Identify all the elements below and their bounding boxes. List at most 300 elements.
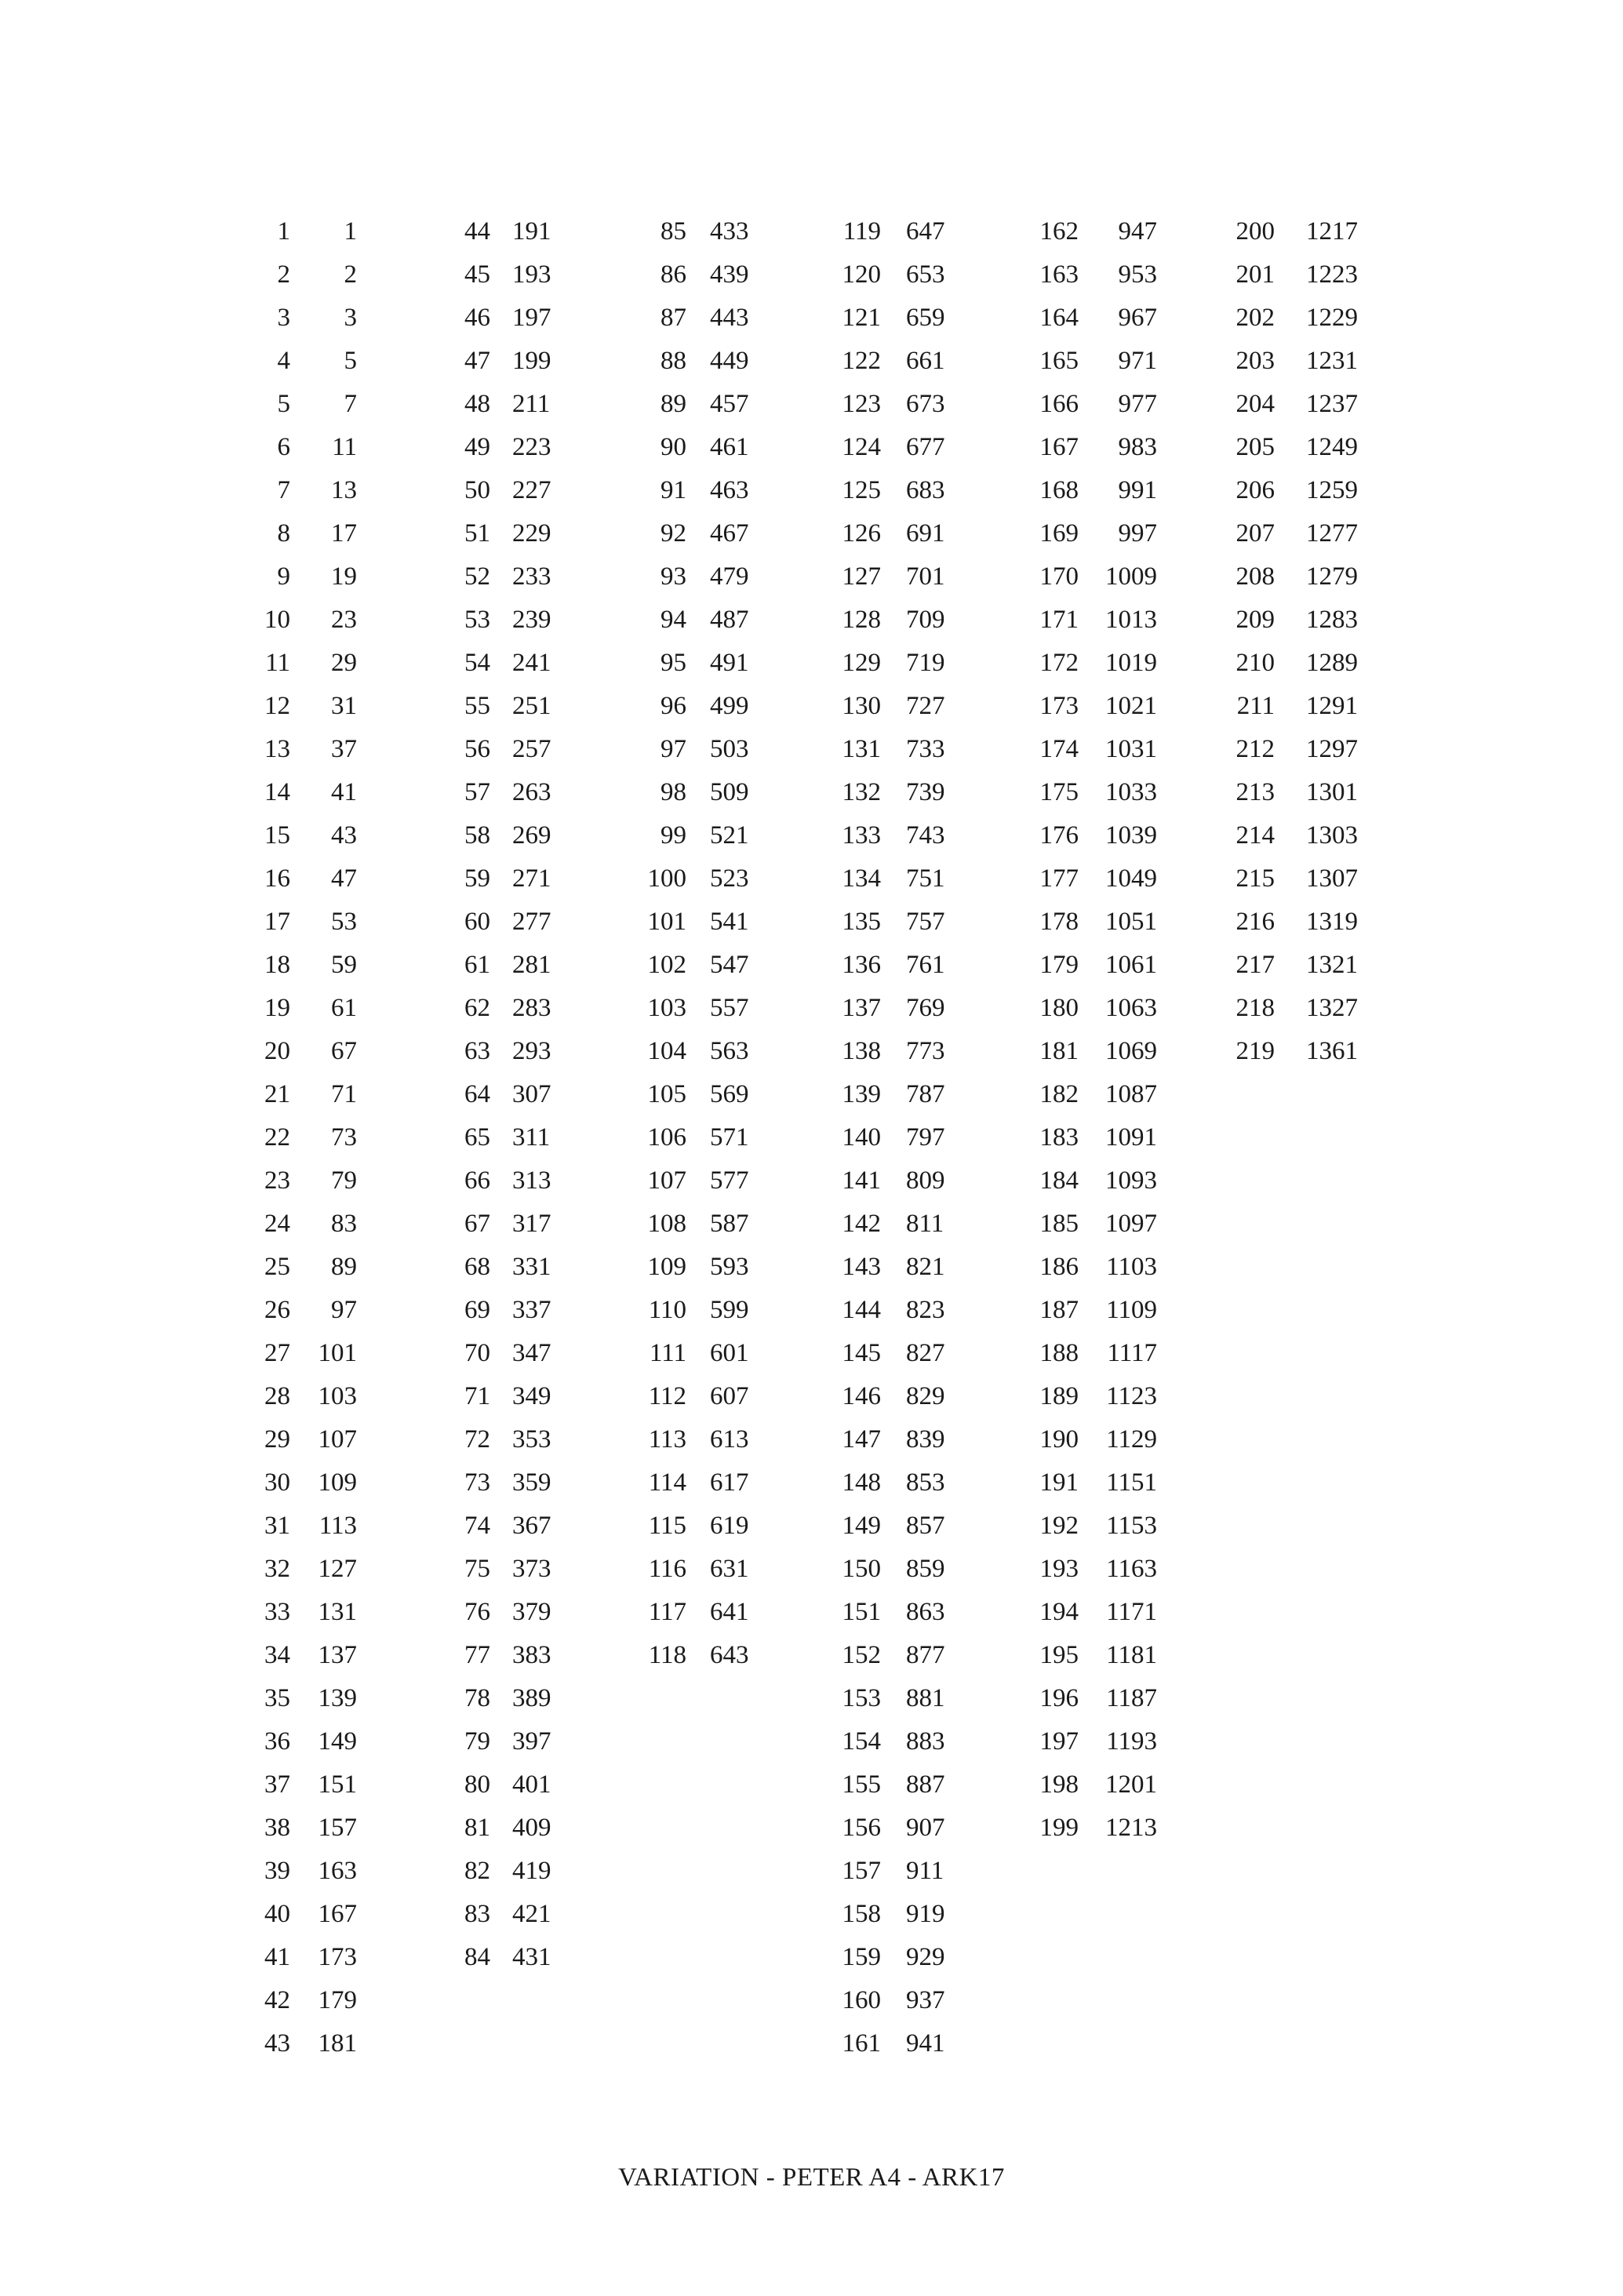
row-value: 461 bbox=[710, 433, 749, 461]
row-value: 479 bbox=[710, 562, 749, 591]
row-value: 373 bbox=[512, 1555, 551, 1583]
row-index: 131 bbox=[842, 735, 881, 763]
row-value: 23 bbox=[331, 606, 357, 634]
row-index: 189 bbox=[1039, 1382, 1079, 1410]
row-index: 171 bbox=[1039, 606, 1079, 634]
row-value: 1259 bbox=[1306, 476, 1358, 504]
row-value: 41 bbox=[331, 778, 357, 806]
row-value: 307 bbox=[512, 1080, 551, 1108]
row-value: 829 bbox=[906, 1382, 945, 1410]
row-value: 113 bbox=[318, 1512, 357, 1540]
row-value: 647 bbox=[906, 217, 945, 246]
row-index: 124 bbox=[842, 433, 881, 461]
row-index: 10 bbox=[264, 606, 290, 634]
row-value: 283 bbox=[512, 994, 551, 1022]
row-index: 153 bbox=[842, 1684, 881, 1712]
row-index: 68 bbox=[464, 1253, 490, 1281]
row-index: 44 bbox=[464, 217, 490, 246]
row-index: 15 bbox=[264, 821, 290, 850]
row-index: 53 bbox=[464, 606, 490, 634]
row-index: 38 bbox=[264, 1814, 290, 1842]
row-index: 206 bbox=[1235, 476, 1275, 504]
row-value: 59 bbox=[331, 951, 357, 979]
row-index: 6 bbox=[277, 433, 290, 461]
row-value: 631 bbox=[710, 1555, 749, 1583]
row-index: 167 bbox=[1039, 433, 1079, 461]
row-index: 40 bbox=[264, 1900, 290, 1928]
row-index: 182 bbox=[1039, 1080, 1079, 1108]
row-value: 1039 bbox=[1105, 821, 1157, 850]
row-index: 114 bbox=[648, 1468, 686, 1497]
row-index: 215 bbox=[1235, 864, 1275, 893]
row-index: 115 bbox=[648, 1512, 686, 1540]
row-index: 132 bbox=[842, 778, 881, 806]
row-value: 419 bbox=[512, 1857, 551, 1885]
row-index: 134 bbox=[842, 864, 881, 893]
row-index: 133 bbox=[842, 821, 881, 850]
row-value: 199 bbox=[512, 347, 551, 375]
row-value: 757 bbox=[906, 908, 945, 936]
row-value: 1123 bbox=[1106, 1382, 1157, 1410]
row-value: 977 bbox=[1118, 390, 1157, 418]
row-index: 25 bbox=[264, 1253, 290, 1281]
row-index: 173 bbox=[1039, 692, 1079, 720]
row-value: 1361 bbox=[1306, 1037, 1358, 1065]
row-value: 487 bbox=[710, 606, 749, 634]
row-value: 571 bbox=[710, 1123, 749, 1152]
row-index: 45 bbox=[464, 260, 490, 289]
row-value: 733 bbox=[906, 735, 945, 763]
row-index: 99 bbox=[660, 821, 686, 850]
row-index: 210 bbox=[1235, 649, 1275, 677]
row-value: 421 bbox=[512, 1900, 551, 1928]
row-value: 317 bbox=[512, 1210, 551, 1238]
row-value: 983 bbox=[1118, 433, 1157, 461]
row-index: 55 bbox=[464, 692, 490, 720]
row-value: 2 bbox=[344, 260, 357, 289]
row-index: 41 bbox=[264, 1943, 290, 1971]
row-index: 162 bbox=[1039, 217, 1079, 246]
row-value: 5 bbox=[344, 347, 357, 375]
row-value: 157 bbox=[318, 1814, 357, 1842]
row-index: 27 bbox=[264, 1339, 290, 1367]
row-index: 169 bbox=[1039, 519, 1079, 548]
row-value: 103 bbox=[318, 1382, 357, 1410]
row-index: 183 bbox=[1039, 1123, 1079, 1152]
row-index: 101 bbox=[647, 908, 686, 936]
row-index: 1 bbox=[277, 217, 290, 246]
row-index: 150 bbox=[842, 1555, 881, 1583]
row-value: 1289 bbox=[1306, 649, 1358, 677]
row-index: 35 bbox=[264, 1684, 290, 1712]
row-value: 233 bbox=[512, 562, 551, 591]
row-value: 349 bbox=[512, 1382, 551, 1410]
row-index: 67 bbox=[464, 1210, 490, 1238]
row-index: 12 bbox=[264, 692, 290, 720]
row-index: 141 bbox=[842, 1166, 881, 1195]
row-index: 197 bbox=[1039, 1727, 1079, 1756]
row-index: 164 bbox=[1039, 304, 1079, 332]
row-value: 541 bbox=[710, 908, 749, 936]
row-index: 48 bbox=[464, 390, 490, 418]
row-value: 643 bbox=[710, 1641, 749, 1669]
row-index: 121 bbox=[842, 304, 881, 332]
row-index: 104 bbox=[647, 1037, 686, 1065]
row-value: 1283 bbox=[1306, 606, 1358, 634]
row-index: 190 bbox=[1039, 1425, 1079, 1454]
row-index: 192 bbox=[1039, 1512, 1079, 1540]
row-index: 127 bbox=[842, 562, 881, 591]
row-index: 26 bbox=[264, 1296, 290, 1324]
row-index: 199 bbox=[1039, 1814, 1079, 1842]
row-value: 1303 bbox=[1306, 821, 1358, 850]
row-index: 39 bbox=[264, 1857, 290, 1885]
row-index: 19 bbox=[264, 994, 290, 1022]
row-index: 77 bbox=[464, 1641, 490, 1669]
row-index: 18 bbox=[264, 951, 290, 979]
row-value: 997 bbox=[1118, 519, 1157, 548]
row-index: 91 bbox=[660, 476, 686, 504]
row-value: 1217 bbox=[1306, 217, 1358, 246]
row-index: 33 bbox=[264, 1598, 290, 1626]
row-value: 1181 bbox=[1106, 1641, 1157, 1669]
row-value: 709 bbox=[906, 606, 945, 634]
row-index: 147 bbox=[842, 1425, 881, 1454]
row-value: 181 bbox=[318, 2029, 357, 2058]
row-index: 186 bbox=[1039, 1253, 1079, 1281]
row-index: 116 bbox=[648, 1555, 686, 1583]
row-value: 1103 bbox=[1106, 1253, 1157, 1281]
row-value: 1277 bbox=[1306, 519, 1358, 548]
row-index: 146 bbox=[842, 1382, 881, 1410]
row-value: 29 bbox=[331, 649, 357, 677]
row-index: 165 bbox=[1039, 347, 1079, 375]
row-value: 313 bbox=[512, 1166, 551, 1195]
row-value: 431 bbox=[512, 1943, 551, 1971]
row-index: 58 bbox=[464, 821, 490, 850]
row-index: 62 bbox=[464, 994, 490, 1022]
row-index: 110 bbox=[648, 1296, 686, 1324]
row-value: 1193 bbox=[1106, 1727, 1157, 1756]
row-value: 1231 bbox=[1306, 347, 1358, 375]
row-index: 78 bbox=[464, 1684, 490, 1712]
row-index: 109 bbox=[647, 1253, 686, 1281]
row-index: 65 bbox=[464, 1123, 490, 1152]
row-index: 57 bbox=[464, 778, 490, 806]
row-value: 773 bbox=[906, 1037, 945, 1065]
row-index: 111 bbox=[649, 1339, 686, 1367]
row-value: 379 bbox=[512, 1598, 551, 1626]
row-value: 331 bbox=[512, 1253, 551, 1281]
row-value: 701 bbox=[906, 562, 945, 591]
row-value: 613 bbox=[710, 1425, 749, 1454]
row-value: 523 bbox=[710, 864, 749, 893]
row-index: 179 bbox=[1039, 951, 1079, 979]
row-value: 653 bbox=[906, 260, 945, 289]
row-value: 853 bbox=[906, 1468, 945, 1497]
row-value: 211 bbox=[512, 390, 551, 418]
row-index: 5 bbox=[277, 390, 290, 418]
row-index: 117 bbox=[648, 1598, 686, 1626]
row-index: 219 bbox=[1235, 1037, 1275, 1065]
row-index: 14 bbox=[264, 778, 290, 806]
row-index: 24 bbox=[264, 1210, 290, 1238]
row-index: 88 bbox=[660, 347, 686, 375]
row-index: 166 bbox=[1039, 390, 1079, 418]
row-index: 85 bbox=[660, 217, 686, 246]
row-value: 617 bbox=[710, 1468, 749, 1497]
row-index: 136 bbox=[842, 951, 881, 979]
row-index: 178 bbox=[1039, 908, 1079, 936]
row-value: 563 bbox=[710, 1037, 749, 1065]
row-value: 1201 bbox=[1105, 1770, 1157, 1799]
row-value: 197 bbox=[512, 304, 551, 332]
row-value: 263 bbox=[512, 778, 551, 806]
row-value: 193 bbox=[512, 260, 551, 289]
row-value: 509 bbox=[710, 778, 749, 806]
row-index: 69 bbox=[464, 1296, 490, 1324]
row-value: 107 bbox=[318, 1425, 357, 1454]
row-index: 102 bbox=[647, 951, 686, 979]
row-value: 953 bbox=[1118, 260, 1157, 289]
row-value: 1069 bbox=[1105, 1037, 1157, 1065]
row-index: 211 bbox=[1236, 692, 1275, 720]
row-value: 433 bbox=[710, 217, 749, 246]
row-value: 809 bbox=[906, 1166, 945, 1195]
row-value: 149 bbox=[318, 1727, 357, 1756]
row-value: 1033 bbox=[1105, 778, 1157, 806]
row-index: 188 bbox=[1039, 1339, 1079, 1367]
row-index: 22 bbox=[264, 1123, 290, 1152]
row-index: 122 bbox=[842, 347, 881, 375]
row-value: 1223 bbox=[1306, 260, 1358, 289]
row-index: 170 bbox=[1039, 562, 1079, 591]
row-value: 229 bbox=[512, 519, 551, 548]
row-index: 142 bbox=[842, 1210, 881, 1238]
row-index: 82 bbox=[464, 1857, 490, 1885]
row-index: 4 bbox=[277, 347, 290, 375]
row-index: 143 bbox=[842, 1253, 881, 1281]
row-index: 75 bbox=[464, 1555, 490, 1583]
row-value: 797 bbox=[906, 1123, 945, 1152]
row-index: 51 bbox=[464, 519, 490, 548]
row-value: 769 bbox=[906, 994, 945, 1022]
row-index: 63 bbox=[464, 1037, 490, 1065]
row-value: 19 bbox=[331, 562, 357, 591]
row-index: 194 bbox=[1039, 1598, 1079, 1626]
row-value: 443 bbox=[710, 304, 749, 332]
row-value: 1279 bbox=[1306, 562, 1358, 591]
row-value: 137 bbox=[318, 1641, 357, 1669]
row-index: 9 bbox=[277, 562, 290, 591]
row-value: 787 bbox=[906, 1080, 945, 1108]
row-index: 21 bbox=[264, 1080, 290, 1108]
row-index: 184 bbox=[1039, 1166, 1079, 1195]
row-value: 1061 bbox=[1105, 951, 1157, 979]
row-value: 67 bbox=[331, 1037, 357, 1065]
row-value: 691 bbox=[906, 519, 945, 548]
row-value: 883 bbox=[906, 1727, 945, 1756]
row-index: 52 bbox=[464, 562, 490, 591]
row-value: 1009 bbox=[1105, 562, 1157, 591]
row-value: 239 bbox=[512, 606, 551, 634]
row-value: 61 bbox=[331, 994, 357, 1022]
row-value: 1063 bbox=[1105, 994, 1157, 1022]
row-value: 439 bbox=[710, 260, 749, 289]
row-index: 112 bbox=[648, 1382, 686, 1410]
row-value: 1049 bbox=[1105, 864, 1157, 893]
row-index: 175 bbox=[1039, 778, 1079, 806]
row-index: 129 bbox=[842, 649, 881, 677]
row-index: 56 bbox=[464, 735, 490, 763]
row-index: 34 bbox=[264, 1641, 290, 1669]
row-index: 81 bbox=[464, 1814, 490, 1842]
row-index: 201 bbox=[1235, 260, 1275, 289]
row-index: 185 bbox=[1039, 1210, 1079, 1238]
row-value: 821 bbox=[906, 1253, 945, 1281]
row-value: 257 bbox=[512, 735, 551, 763]
row-index: 13 bbox=[264, 735, 290, 763]
row-value: 751 bbox=[906, 864, 945, 893]
row-index: 3 bbox=[277, 304, 290, 332]
row-index: 72 bbox=[464, 1425, 490, 1454]
row-value: 1319 bbox=[1306, 908, 1358, 936]
row-value: 1 bbox=[344, 217, 357, 246]
row-value: 1087 bbox=[1105, 1080, 1157, 1108]
row-index: 11 bbox=[265, 649, 290, 677]
row-value: 53 bbox=[331, 908, 357, 936]
row-index: 17 bbox=[264, 908, 290, 936]
row-index: 128 bbox=[842, 606, 881, 634]
row-index: 214 bbox=[1235, 821, 1275, 850]
row-value: 37 bbox=[331, 735, 357, 763]
row-value: 7 bbox=[344, 390, 357, 418]
row-index: 176 bbox=[1039, 821, 1079, 850]
row-value: 1301 bbox=[1306, 778, 1358, 806]
row-index: 7 bbox=[277, 476, 290, 504]
row-index: 47 bbox=[464, 347, 490, 375]
row-value: 919 bbox=[906, 1900, 945, 1928]
row-index: 36 bbox=[264, 1727, 290, 1756]
row-value: 967 bbox=[1118, 304, 1157, 332]
row-value: 1019 bbox=[1105, 649, 1157, 677]
row-index: 61 bbox=[464, 951, 490, 979]
row-index: 204 bbox=[1235, 390, 1275, 418]
row-index: 159 bbox=[842, 1943, 881, 1971]
row-index: 193 bbox=[1039, 1555, 1079, 1583]
row-index: 160 bbox=[842, 1986, 881, 2014]
row-index: 60 bbox=[464, 908, 490, 936]
row-value: 1091 bbox=[1105, 1123, 1157, 1152]
row-value: 223 bbox=[512, 433, 551, 461]
row-value: 1097 bbox=[1105, 1210, 1157, 1238]
row-value: 1093 bbox=[1105, 1166, 1157, 1195]
row-value: 311 bbox=[512, 1123, 551, 1152]
row-index: 71 bbox=[464, 1382, 490, 1410]
row-value: 131 bbox=[318, 1598, 357, 1626]
row-value: 281 bbox=[512, 951, 551, 979]
row-value: 599 bbox=[710, 1296, 749, 1324]
row-index: 89 bbox=[660, 390, 686, 418]
row-index: 98 bbox=[660, 778, 686, 806]
row-value: 641 bbox=[710, 1598, 749, 1626]
row-value: 593 bbox=[710, 1253, 749, 1281]
row-value: 1307 bbox=[1306, 864, 1358, 893]
row-value: 73 bbox=[331, 1123, 357, 1152]
row-value: 109 bbox=[318, 1468, 357, 1497]
row-value: 929 bbox=[906, 1943, 945, 1971]
row-index: 8 bbox=[277, 519, 290, 548]
row-value: 127 bbox=[318, 1555, 357, 1583]
row-index: 107 bbox=[647, 1166, 686, 1195]
row-value: 991 bbox=[1118, 476, 1157, 504]
row-value: 11 bbox=[332, 433, 357, 461]
row-value: 1109 bbox=[1106, 1296, 1157, 1324]
row-value: 251 bbox=[512, 692, 551, 720]
row-value: 31 bbox=[331, 692, 357, 720]
row-index: 70 bbox=[464, 1339, 490, 1367]
row-value: 191 bbox=[512, 217, 551, 246]
row-value: 659 bbox=[906, 304, 945, 332]
row-index: 130 bbox=[842, 692, 881, 720]
row-value: 1213 bbox=[1105, 1814, 1157, 1842]
row-index: 218 bbox=[1235, 994, 1275, 1022]
row-index: 195 bbox=[1039, 1641, 1079, 1669]
row-value: 743 bbox=[906, 821, 945, 850]
row-value: 661 bbox=[906, 347, 945, 375]
row-index: 94 bbox=[660, 606, 686, 634]
row-value: 1031 bbox=[1105, 735, 1157, 763]
row-index: 149 bbox=[842, 1512, 881, 1540]
row-value: 1153 bbox=[1106, 1512, 1157, 1540]
row-index: 43 bbox=[264, 2029, 290, 2058]
row-value: 79 bbox=[331, 1166, 357, 1195]
row-index: 209 bbox=[1235, 606, 1275, 634]
row-value: 337 bbox=[512, 1296, 551, 1324]
row-value: 353 bbox=[512, 1425, 551, 1454]
row-index: 181 bbox=[1039, 1037, 1079, 1065]
row-index: 212 bbox=[1235, 735, 1275, 763]
row-value: 719 bbox=[906, 649, 945, 677]
row-index: 157 bbox=[842, 1857, 881, 1885]
row-index: 135 bbox=[842, 908, 881, 936]
row-index: 73 bbox=[464, 1468, 490, 1497]
row-value: 71 bbox=[331, 1080, 357, 1108]
row-value: 367 bbox=[512, 1512, 551, 1540]
row-value: 683 bbox=[906, 476, 945, 504]
row-value: 457 bbox=[710, 390, 749, 418]
row-value: 857 bbox=[906, 1512, 945, 1540]
row-index: 108 bbox=[647, 1210, 686, 1238]
row-value: 839 bbox=[906, 1425, 945, 1454]
row-value: 577 bbox=[710, 1166, 749, 1195]
row-value: 271 bbox=[512, 864, 551, 893]
row-index: 217 bbox=[1235, 951, 1275, 979]
row-value: 227 bbox=[512, 476, 551, 504]
row-index: 80 bbox=[464, 1770, 490, 1799]
row-index: 148 bbox=[842, 1468, 881, 1497]
row-index: 106 bbox=[647, 1123, 686, 1152]
row-index: 191 bbox=[1039, 1468, 1079, 1497]
row-index: 113 bbox=[648, 1425, 686, 1454]
row-value: 947 bbox=[1118, 217, 1157, 246]
row-value: 499 bbox=[710, 692, 749, 720]
row-value: 1249 bbox=[1306, 433, 1358, 461]
row-index: 66 bbox=[464, 1166, 490, 1195]
row-value: 3 bbox=[344, 304, 357, 332]
row-index: 54 bbox=[464, 649, 490, 677]
row-index: 46 bbox=[464, 304, 490, 332]
